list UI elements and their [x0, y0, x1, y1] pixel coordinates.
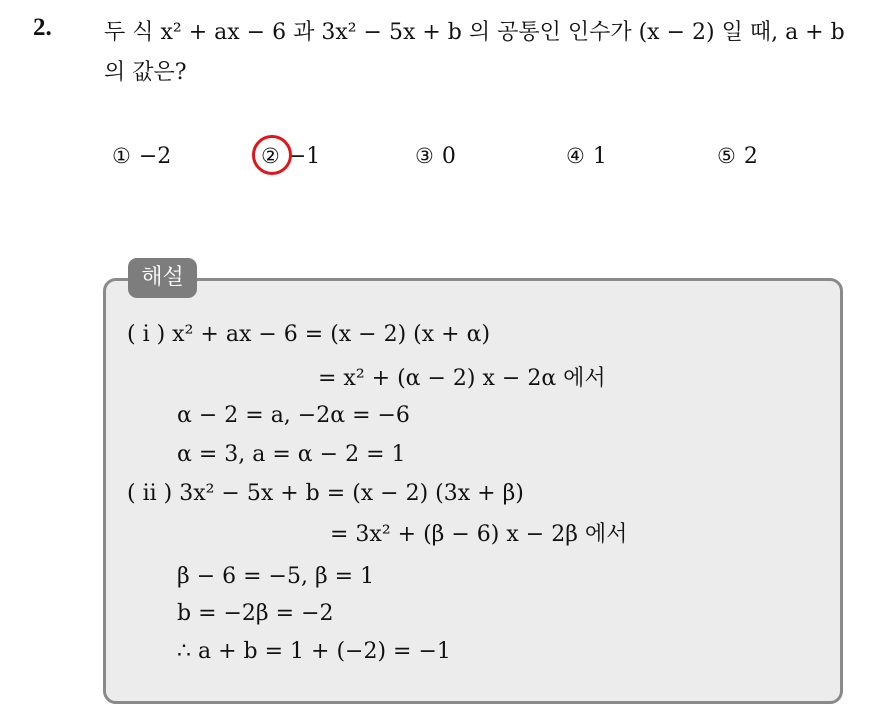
solution-line-5: ( ii ) 3x² − 5x + b = (x − 2) (3x + β) — [127, 481, 524, 506]
solution-line-6: = 3x² + (β − 6) x − 2β 에서 — [330, 522, 628, 547]
answer-circle-mark-icon — [252, 135, 292, 175]
choice-value: 1 — [592, 144, 607, 169]
choice-number-icon: ③ — [415, 144, 434, 168]
question-number: 2. — [33, 14, 52, 41]
choice-5[interactable] — [717, 144, 758, 169]
solution-tag: 해설 — [128, 258, 197, 298]
solution-line-1: ( i ) x² + ax − 6 = (x − 2) (x + α) — [127, 322, 491, 347]
choice-value: 2 — [743, 144, 758, 169]
solution-line-9: ∴ a + b = 1 + (−2) = −1 — [177, 639, 451, 664]
choice-number-icon: ④ — [566, 144, 585, 168]
choice-value: 0 — [441, 144, 456, 169]
answer-choices — [0, 144, 884, 178]
solution-line-7: β − 6 = −5, β = 1 — [177, 564, 375, 589]
question-text-line2: 의 값은? — [104, 60, 187, 85]
solution-line-8: b = −2β = −2 — [177, 601, 334, 626]
question-text-line1: 두 식 x² + ax − 6 과 3x² − 5x + b 의 공통인 인수가 (x − 2) 일 때, a + b — [104, 20, 845, 45]
choice-number-icon: ⑤ — [717, 144, 736, 168]
choice-number-icon: ① — [112, 144, 131, 168]
choice-value: −2 — [138, 144, 172, 169]
choice-value: −1 — [287, 144, 321, 169]
choice-3[interactable] — [415, 144, 456, 169]
choice-4[interactable] — [566, 144, 607, 169]
solution-line-4: α = 3, a = α − 2 = 1 — [177, 442, 406, 467]
solution-line-3: α − 2 = a, −2α = −6 — [177, 403, 410, 428]
choice-1[interactable] — [112, 144, 171, 169]
choice-number-icon: ② — [261, 144, 280, 168]
solution-line-2: = x² + (α − 2) x − 2α 에서 — [318, 366, 606, 391]
